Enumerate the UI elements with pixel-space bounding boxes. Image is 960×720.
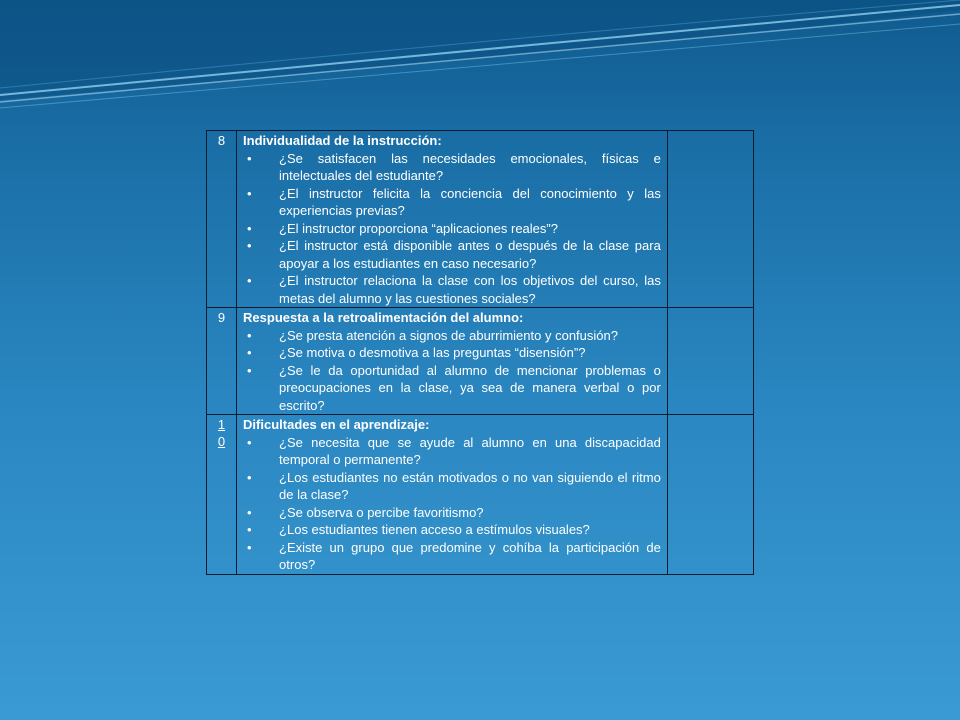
bullet-icon: •: [247, 150, 252, 166]
section-title: Dificultades en el aprendizaje:: [243, 417, 430, 432]
bullet-icon: •: [247, 362, 252, 378]
list-item: • ¿El instructor relaciona la clase con los objetivos del curso, las metas del alumno y las cuestiones sociales?: [247, 273, 661, 306]
row-number: 10: [217, 417, 226, 449]
bullet-icon: •: [247, 220, 252, 236]
list-item: • ¿Se necesita que se ayude al alumno en una discapacidad temporal o permanente?: [247, 434, 661, 467]
bullet-list: [243, 434, 661, 574]
list-item: • ¿Se presta atención a signos de aburrimiento y confusión?: [247, 327, 618, 343]
bullet-icon: •: [247, 539, 252, 555]
table-row: [207, 415, 754, 575]
evaluation-table: [206, 130, 754, 575]
bullet-list: [243, 327, 661, 415]
bullet-icon: •: [247, 434, 252, 450]
content-cell: [237, 308, 668, 415]
row-number-cell: [207, 415, 237, 575]
empty-cell: [667, 415, 753, 575]
empty-cell: [667, 131, 753, 308]
content-cell: [237, 415, 668, 575]
bullet-icon: •: [247, 504, 252, 520]
row-number: 8: [217, 133, 226, 148]
bullet-icon: •: [247, 273, 252, 288]
bullet-icon: •: [247, 185, 252, 201]
row-number-cell: [207, 131, 237, 308]
section-title: Respuesta a la retroalimentación del alumno:: [243, 310, 524, 325]
empty-cell: [667, 308, 753, 415]
list-item: • ¿El instructor proporciona “aplicaciones reales”?: [247, 220, 558, 236]
list-item: • ¿Se satisfacen las necesidades emocionales, físicas e intelectuales del estudiante?: [247, 150, 661, 183]
list-item: • ¿Los estudiantes tienen acceso a estímulos visuales?: [247, 522, 590, 537]
row-number-cell: [207, 308, 237, 415]
bullet-icon: •: [247, 345, 252, 360]
list-item: • ¿El instructor está disponible antes o después de la clase para apoyar a los estudiantes en caso necesario?: [247, 238, 661, 271]
bullet-icon: •: [247, 327, 252, 343]
list-item: • ¿Se observa o percibe favoritismo?: [247, 504, 484, 520]
list-item: • ¿Se motiva o desmotiva a las preguntas “disensión”?: [247, 345, 586, 360]
bullet-icon: •: [247, 238, 252, 253]
bullet-icon: •: [247, 522, 252, 537]
list-item: • ¿El instructor felicita la conciencia del conocimiento y las experiencias previas?: [247, 185, 661, 218]
bullet-icon: •: [247, 469, 252, 485]
bullet-list: [243, 150, 661, 308]
list-item: • ¿Existe un grupo que predomine y cohíba la participación de otros?: [247, 539, 661, 572]
list-item: • ¿Se le da oportunidad al alumno de mencionar problemas o preocupaciones en la clase, ya sea de manera verbal o por escrito?: [247, 362, 661, 413]
list-item: • ¿Los estudiantes no están motivados o no van siguiendo el ritmo de la clase?: [247, 469, 661, 502]
table-row: [207, 131, 754, 308]
content-cell: [237, 131, 668, 308]
table-row: [207, 308, 754, 415]
row-number: 9: [217, 310, 226, 325]
section-title: Individualidad de la instrucción:: [243, 133, 442, 148]
header-swoosh-decoration: [0, 0, 960, 120]
